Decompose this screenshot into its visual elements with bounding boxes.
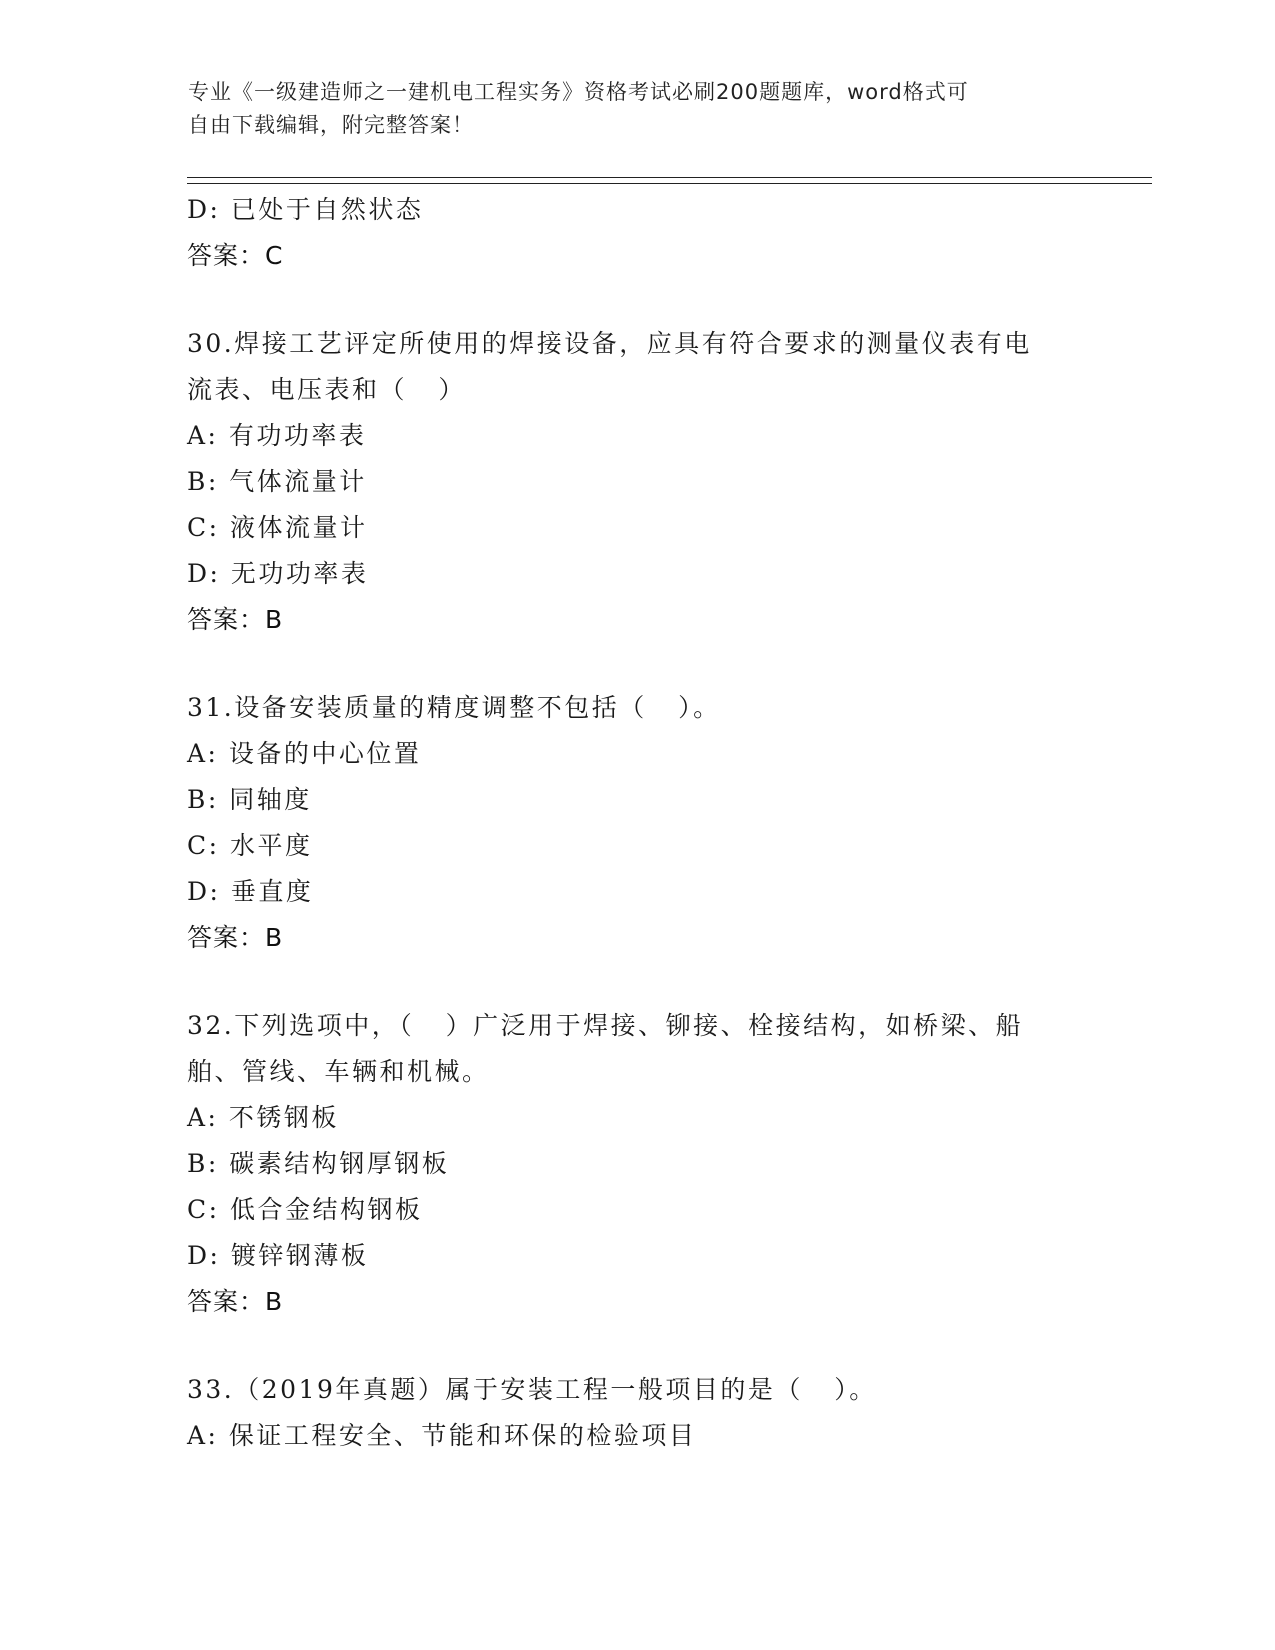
question-stem: 30.焊接工艺评定所使用的焊接设备，应具有符合要求的测量仪表有电 [187, 329, 1032, 358]
option-a: A: 设备的中心位置 [187, 739, 422, 768]
document-header [188, 76, 1068, 142]
option-d: D: 无功功率表 [187, 559, 369, 588]
header-line-2: 自由下载编辑，附完整答案！ [188, 113, 474, 137]
question-stem-continued: 舶、管线、车辆和机械。 [187, 1057, 490, 1086]
answer-label: 答案：B [187, 605, 284, 634]
header-line-1: 专业《一级建造师之一建机电工程实务》资格考试必刷200题题库，word格式可 [188, 80, 969, 104]
option-c: C: 低合金结构钢板 [187, 1195, 423, 1224]
option-b: B: 气体流量计 [187, 467, 367, 496]
option-c: C: 水平度 [187, 831, 313, 860]
question-stem: 33.（2019年真题）属于安装工程一般项目的是（ ）。 [187, 1375, 877, 1404]
option-b: B: 碳素结构钢厚钢板 [187, 1149, 450, 1178]
question-33 [187, 1367, 1087, 1459]
question-29-tail [187, 187, 1087, 279]
answer-label: 答案：B [187, 1287, 284, 1316]
question-31 [187, 685, 1087, 961]
question-stem-continued: 流表、电压表和（ ） [187, 375, 466, 404]
option-a: A: 不锈钢板 [187, 1103, 339, 1132]
answer-label: 答案：C [187, 241, 284, 270]
option-a: A: 保证工程安全、节能和环保的检验项目 [187, 1421, 697, 1450]
option-d: D: 垂直度 [187, 877, 314, 906]
answer-label: 答案：B [187, 923, 284, 952]
option-d: D: 镀锌钢薄板 [187, 1241, 369, 1270]
question-stem: 31.设备安装质量的精度调整不包括（ ）。 [187, 693, 721, 722]
question-stem: 32.下列选项中，（ ）广泛用于焊接、铆接、栓接结构，如桥梁、船 [187, 1011, 1024, 1040]
option-c: C: 液体流量计 [187, 513, 368, 542]
question-30 [187, 321, 1087, 643]
question-32 [187, 1003, 1087, 1325]
option-b: B: 同轴度 [187, 785, 312, 814]
header-divider [187, 177, 1152, 184]
option-a: A: 有功功率表 [187, 421, 367, 450]
question-list [187, 187, 1087, 1459]
option-d: D: 已处于自然状态 [187, 195, 424, 224]
